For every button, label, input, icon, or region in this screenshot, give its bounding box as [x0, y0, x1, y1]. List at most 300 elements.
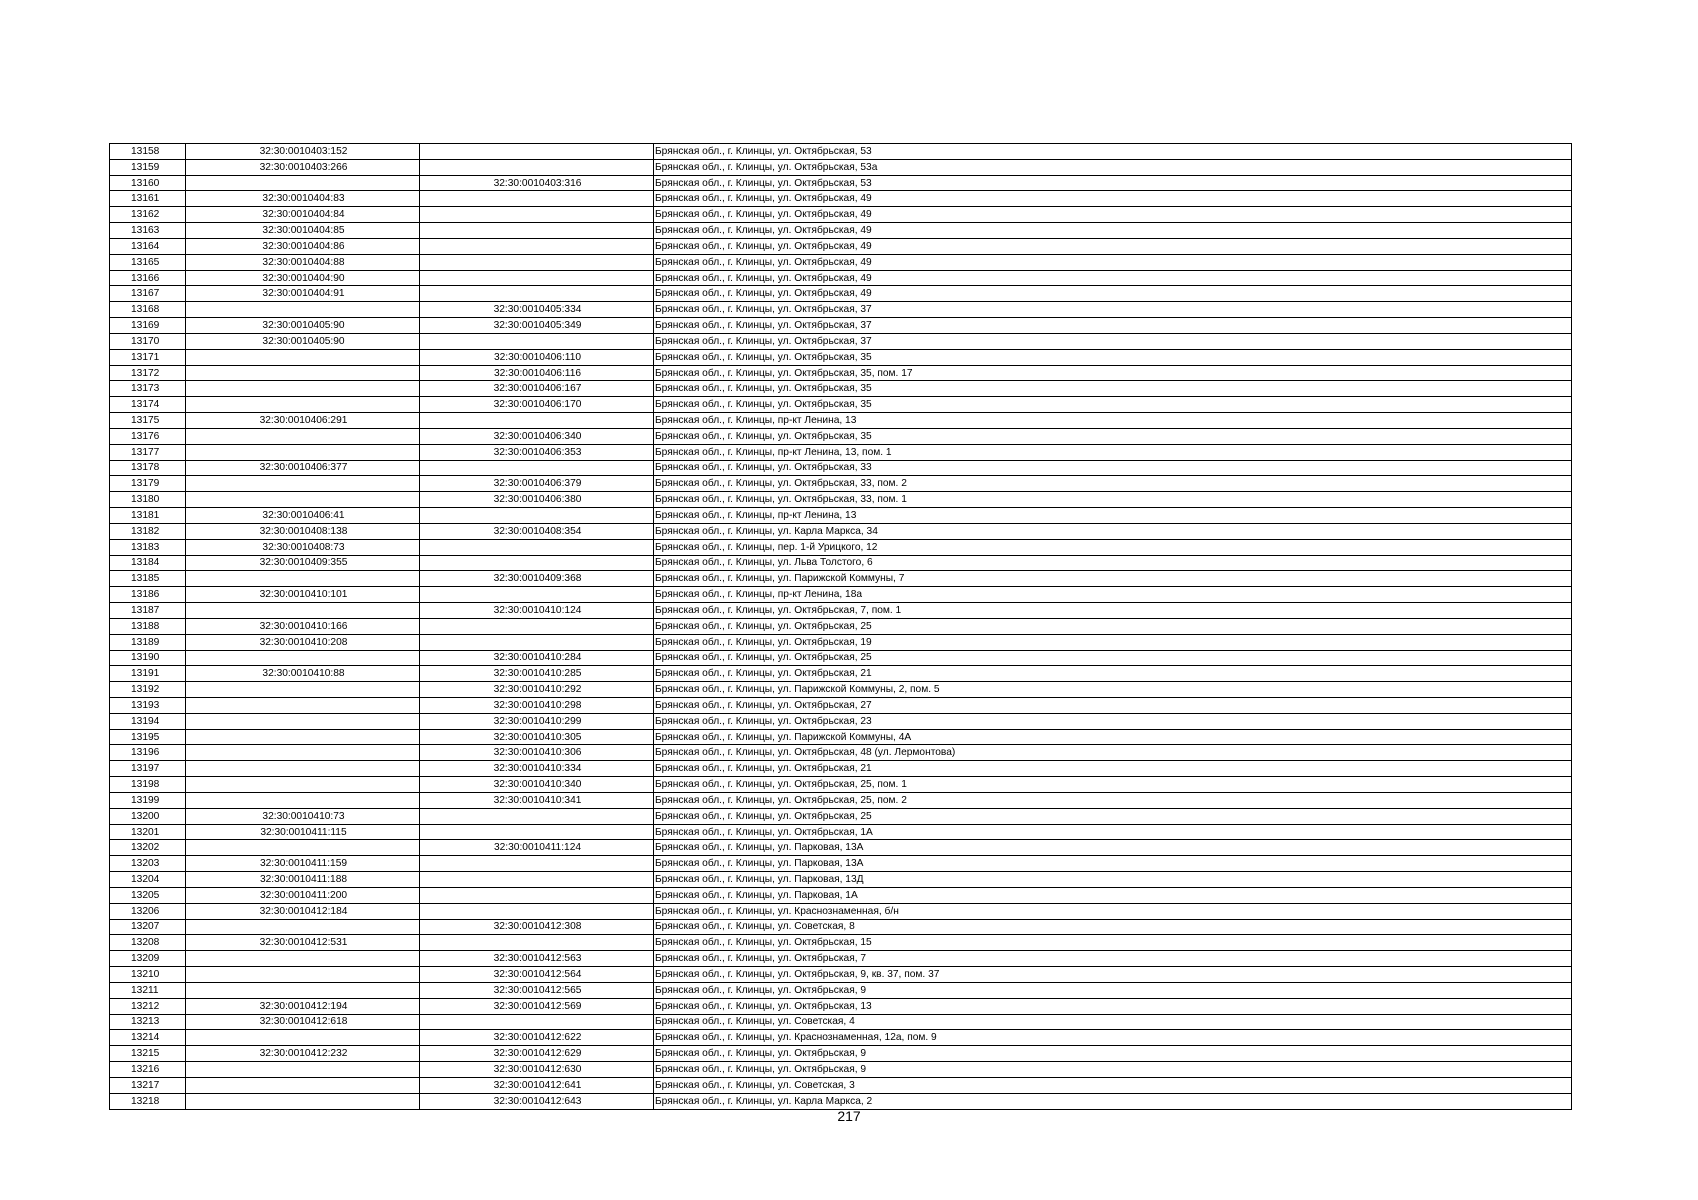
address-cell: Брянская обл., г. Клинцы, ул. Советская, 3 — [654, 1077, 1572, 1093]
row-number-cell: 13214 — [110, 1030, 186, 1046]
table-row — [110, 476, 1572, 492]
cadastral-number-b-cell: 32:30:0010412:643 — [420, 1093, 654, 1109]
cadastral-number-a-cell — [186, 967, 420, 983]
cadastral-number-a-cell: 32:30:0010406:377 — [186, 460, 420, 476]
cadastral-number-a-cell: 32:30:0010412:232 — [186, 1046, 420, 1062]
cadastral-number-a-cell — [186, 1030, 420, 1046]
cadastral-number-a-cell: 32:30:0010412:618 — [186, 1014, 420, 1030]
row-number-cell: 13161 — [110, 191, 186, 207]
table-row — [110, 919, 1572, 935]
cadastral-number-b-cell: 32:30:0010406:110 — [420, 349, 654, 365]
row-number-cell: 13174 — [110, 397, 186, 413]
cadastral-number-b-cell — [420, 223, 654, 239]
cadastral-number-b-cell — [420, 254, 654, 270]
address-cell: Брянская обл., г. Клинцы, ул. Октябрьская, 21 — [654, 666, 1572, 682]
row-number-cell: 13170 — [110, 333, 186, 349]
table-row — [110, 397, 1572, 413]
address-cell: Брянская обл., г. Клинцы, ул. Октябрьская, 9 — [654, 1062, 1572, 1078]
row-number-cell: 13183 — [110, 539, 186, 555]
table-row — [110, 729, 1572, 745]
cadastral-number-a-cell — [186, 444, 420, 460]
address-cell: Брянская обл., г. Клинцы, пр-кт Ленина, 13, пом. 1 — [654, 444, 1572, 460]
table-row — [110, 492, 1572, 508]
address-cell: Брянская обл., г. Клинцы, ул. Октябрьская, 48 (ул. Лермонтова) — [654, 745, 1572, 761]
cadastral-number-a-cell — [186, 697, 420, 713]
cadastral-number-b-cell: 32:30:0010405:349 — [420, 318, 654, 334]
address-cell: Брянская обл., г. Клинцы, ул. Октябрьская, 19 — [654, 634, 1572, 650]
row-number-cell: 13176 — [110, 428, 186, 444]
table-row — [110, 1046, 1572, 1062]
table-row — [110, 349, 1572, 365]
cadastral-number-b-cell — [420, 824, 654, 840]
table-row — [110, 618, 1572, 634]
cadastral-number-a-cell — [186, 365, 420, 381]
address-cell: Брянская обл., г. Клинцы, ул. Октябрьская, 27 — [654, 697, 1572, 713]
row-number-cell: 13199 — [110, 792, 186, 808]
address-cell: Брянская обл., г. Клинцы, ул. Карла Маркса, 2 — [654, 1093, 1572, 1109]
address-cell: Брянская обл., г. Клинцы, ул. Октябрьская, 49 — [654, 223, 1572, 239]
cadastral-number-b-cell: 32:30:0010411:124 — [420, 840, 654, 856]
table-row — [110, 539, 1572, 555]
cadastral-number-b-cell — [420, 587, 654, 603]
cadastral-number-a-cell: 32:30:0010403:266 — [186, 159, 420, 175]
row-number-cell: 13212 — [110, 998, 186, 1014]
cadastral-number-b-cell: 32:30:0010410:284 — [420, 650, 654, 666]
cadastral-number-a-cell: 32:30:0010412:184 — [186, 903, 420, 919]
cadastral-number-b-cell: 32:30:0010410:299 — [420, 713, 654, 729]
table-row — [110, 682, 1572, 698]
table-row — [110, 777, 1572, 793]
address-cell: Брянская обл., г. Клинцы, ул. Октябрьская, 35 — [654, 397, 1572, 413]
cadastral-number-b-cell — [420, 207, 654, 223]
row-number-cell: 13202 — [110, 840, 186, 856]
cadastral-number-b-cell — [420, 887, 654, 903]
row-number-cell: 13158 — [110, 144, 186, 160]
table-row — [110, 824, 1572, 840]
cadastral-number-b-cell — [420, 856, 654, 872]
cadastral-number-b-cell — [420, 413, 654, 429]
cadastral-number-b-cell — [420, 159, 654, 175]
table-row — [110, 1062, 1572, 1078]
cadastral-number-b-cell: 32:30:0010410:298 — [420, 697, 654, 713]
row-number-cell: 13182 — [110, 523, 186, 539]
table-row — [110, 872, 1572, 888]
cadastral-number-a-cell: 32:30:0010411:188 — [186, 872, 420, 888]
address-cell: Брянская обл., г. Клинцы, ул. Парижской Коммуны, 2, пом. 5 — [654, 682, 1572, 698]
cadastral-number-b-cell: 32:30:0010410:340 — [420, 777, 654, 793]
cadastral-number-b-cell — [420, 935, 654, 951]
address-cell: Брянская обл., г. Клинцы, ул. Октябрьская, 9 — [654, 1046, 1572, 1062]
cadastral-number-a-cell: 32:30:0010406:291 — [186, 413, 420, 429]
address-cell: Брянская обл., г. Клинцы, ул. Октябрьская, 37 — [654, 318, 1572, 334]
address-cell: Брянская обл., г. Клинцы, пр-кт Ленина, 13 — [654, 508, 1572, 524]
address-cell: Брянская обл., г. Клинцы, пр-кт Ленина, 18а — [654, 587, 1572, 603]
table-row — [110, 508, 1572, 524]
cadastral-number-a-cell: 32:30:0010411:200 — [186, 887, 420, 903]
address-cell: Брянская обл., г. Клинцы, ул. Октябрьская, 13 — [654, 998, 1572, 1014]
cadastral-number-a-cell — [186, 349, 420, 365]
cadastral-number-b-cell — [420, 144, 654, 160]
cadastral-number-b-cell — [420, 618, 654, 634]
cadastral-number-b-cell: 32:30:0010410:305 — [420, 729, 654, 745]
table-row — [110, 1093, 1572, 1109]
table-row — [110, 523, 1572, 539]
row-number-cell: 13177 — [110, 444, 186, 460]
cadastral-number-a-cell: 32:30:0010404:85 — [186, 223, 420, 239]
cadastral-number-b-cell: 32:30:0010406:167 — [420, 381, 654, 397]
cadastral-number-a-cell — [186, 603, 420, 619]
row-number-cell: 13175 — [110, 413, 186, 429]
address-cell: Брянская обл., г. Клинцы, ул. Октябрьская, 7, пом. 1 — [654, 603, 1572, 619]
row-number-cell: 13196 — [110, 745, 186, 761]
address-cell: Брянская обл., г. Клинцы, ул. Октябрьская, 25 — [654, 618, 1572, 634]
table-row — [110, 998, 1572, 1014]
address-cell: Брянская обл., г. Клинцы, ул. Октябрьская, 9, кв. 37, пом. 37 — [654, 967, 1572, 983]
table-row — [110, 175, 1572, 191]
row-number-cell: 13185 — [110, 571, 186, 587]
address-cell: Брянская обл., г. Клинцы, ул. Октябрьская, 35 — [654, 381, 1572, 397]
cadastral-number-b-cell: 32:30:0010412:564 — [420, 967, 654, 983]
cadastral-number-a-cell: 32:30:0010404:88 — [186, 254, 420, 270]
cadastral-number-a-cell: 32:30:0010406:41 — [186, 508, 420, 524]
cadastral-number-b-cell: 32:30:0010406:353 — [420, 444, 654, 460]
address-cell: Брянская обл., г. Клинцы, ул. Октябрьская, 49 — [654, 191, 1572, 207]
table-row — [110, 1030, 1572, 1046]
cadastral-number-a-cell — [186, 1093, 420, 1109]
cadastral-number-a-cell: 32:30:0010410:166 — [186, 618, 420, 634]
cadastral-number-a-cell — [186, 777, 420, 793]
row-number-cell: 13197 — [110, 761, 186, 777]
table-row — [110, 745, 1572, 761]
row-number-cell: 13168 — [110, 302, 186, 318]
table-row — [110, 967, 1572, 983]
row-number-cell: 13195 — [110, 729, 186, 745]
row-number-cell: 13205 — [110, 887, 186, 903]
row-number-cell: 13207 — [110, 919, 186, 935]
cadastral-number-a-cell — [186, 302, 420, 318]
cadastral-number-a-cell: 32:30:0010412:531 — [186, 935, 420, 951]
cadastral-number-a-cell: 32:30:0010411:159 — [186, 856, 420, 872]
cadastral-number-b-cell — [420, 872, 654, 888]
table-row — [110, 207, 1572, 223]
address-cell: Брянская обл., г. Клинцы, ул. Краснознаменная, б/н — [654, 903, 1572, 919]
cadastral-number-b-cell — [420, 286, 654, 302]
table-row — [110, 808, 1572, 824]
cadastral-number-b-cell — [420, 270, 654, 286]
cadastral-number-a-cell — [186, 761, 420, 777]
table-row — [110, 903, 1572, 919]
cadastral-number-b-cell: 32:30:0010403:316 — [420, 175, 654, 191]
table-row — [110, 223, 1572, 239]
row-number-cell: 13173 — [110, 381, 186, 397]
table-row — [110, 697, 1572, 713]
cadastral-number-a-cell — [186, 492, 420, 508]
row-number-cell: 13162 — [110, 207, 186, 223]
row-number-cell: 13198 — [110, 777, 186, 793]
table-row — [110, 571, 1572, 587]
cadastral-number-a-cell: 32:30:0010409:355 — [186, 555, 420, 571]
address-cell: Брянская обл., г. Клинцы, ул. Советская, 4 — [654, 1014, 1572, 1030]
address-cell: Брянская обл., г. Клинцы, ул. Парижской Коммуны, 4А — [654, 729, 1572, 745]
cadastral-number-b-cell: 32:30:0010410:124 — [420, 603, 654, 619]
address-cell: Брянская обл., г. Клинцы, ул. Октябрьская, 9 — [654, 982, 1572, 998]
row-number-cell: 13172 — [110, 365, 186, 381]
cadastral-number-b-cell: 32:30:0010410:341 — [420, 792, 654, 808]
cadastral-number-a-cell — [186, 792, 420, 808]
table-row — [110, 555, 1572, 571]
table-row — [110, 286, 1572, 302]
table-row — [110, 444, 1572, 460]
address-cell: Брянская обл., г. Клинцы, ул. Октябрьская, 15 — [654, 935, 1572, 951]
table-row — [110, 144, 1572, 160]
table-row — [110, 1014, 1572, 1030]
row-number-cell: 13163 — [110, 223, 186, 239]
row-number-cell: 13204 — [110, 872, 186, 888]
row-number-cell: 13208 — [110, 935, 186, 951]
row-number-cell: 13203 — [110, 856, 186, 872]
cadastral-number-b-cell — [420, 634, 654, 650]
row-number-cell: 13217 — [110, 1077, 186, 1093]
row-number-cell: 13188 — [110, 618, 186, 634]
cadastral-number-b-cell: 32:30:0010412:629 — [420, 1046, 654, 1062]
row-number-cell: 13189 — [110, 634, 186, 650]
row-number-cell: 13166 — [110, 270, 186, 286]
table-row — [110, 856, 1572, 872]
table-row — [110, 713, 1572, 729]
cadastral-number-b-cell: 32:30:0010410:334 — [420, 761, 654, 777]
row-number-cell: 13210 — [110, 967, 186, 983]
cadastral-number-b-cell — [420, 460, 654, 476]
cadastral-number-a-cell: 32:30:0010405:90 — [186, 333, 420, 349]
table-row — [110, 587, 1572, 603]
address-cell: Брянская обл., г. Клинцы, ул. Октябрьская, 25, пом. 2 — [654, 792, 1572, 808]
row-number-cell: 13190 — [110, 650, 186, 666]
row-number-cell: 13179 — [110, 476, 186, 492]
row-number-cell: 13215 — [110, 1046, 186, 1062]
address-cell: Брянская обл., г. Клинцы, ул. Октябрьская, 53 — [654, 175, 1572, 191]
cadastral-number-a-cell — [186, 397, 420, 413]
row-number-cell: 13206 — [110, 903, 186, 919]
address-cell: Брянская обл., г. Клинцы, ул. Октябрьская, 33 — [654, 460, 1572, 476]
address-cell: Брянская обл., г. Клинцы, ул. Карла Маркса, 34 — [654, 523, 1572, 539]
cadastral-number-a-cell: 32:30:0010410:73 — [186, 808, 420, 824]
row-number-cell: 13169 — [110, 318, 186, 334]
table-row — [110, 1077, 1572, 1093]
address-cell: Брянская обл., г. Клинцы, ул. Октябрьская, 53а — [654, 159, 1572, 175]
table-row — [110, 413, 1572, 429]
row-number-cell: 13211 — [110, 982, 186, 998]
table-row — [110, 460, 1572, 476]
table-row — [110, 381, 1572, 397]
row-number-cell: 13218 — [110, 1093, 186, 1109]
cadastral-number-b-cell: 32:30:0010405:334 — [420, 302, 654, 318]
address-cell: Брянская обл., г. Клинцы, ул. Парковая, 13А — [654, 856, 1572, 872]
page-number: 217 — [837, 1108, 861, 1124]
row-number-cell: 13209 — [110, 951, 186, 967]
address-cell: Брянская обл., г. Клинцы, ул. Октябрьская, 1А — [654, 824, 1572, 840]
address-cell: Брянская обл., г. Клинцы, ул. Октябрьская, 35, пом. 17 — [654, 365, 1572, 381]
table-row — [110, 951, 1572, 967]
cadastral-number-a-cell — [186, 745, 420, 761]
address-cell: Брянская обл., г. Клинцы, ул. Октябрьская, 7 — [654, 951, 1572, 967]
table-row — [110, 634, 1572, 650]
cadastral-number-b-cell: 32:30:0010408:354 — [420, 523, 654, 539]
cadastral-number-a-cell — [186, 381, 420, 397]
row-number-cell: 13187 — [110, 603, 186, 619]
row-number-cell: 13184 — [110, 555, 186, 571]
cadastral-number-a-cell — [186, 682, 420, 698]
cadastral-number-b-cell: 32:30:0010412:565 — [420, 982, 654, 998]
cadastral-number-a-cell — [186, 713, 420, 729]
table-row — [110, 365, 1572, 381]
cadastral-number-a-cell — [186, 175, 420, 191]
address-cell: Брянская обл., г. Клинцы, ул. Парижской Коммуны, 7 — [654, 571, 1572, 587]
cadastral-number-b-cell — [420, 555, 654, 571]
row-number-cell: 13194 — [110, 713, 186, 729]
cadastral-number-a-cell: 32:30:0010404:90 — [186, 270, 420, 286]
table-row — [110, 270, 1572, 286]
cadastral-number-a-cell — [186, 571, 420, 587]
address-cell: Брянская обл., г. Клинцы, пр-кт Ленина, 13 — [654, 413, 1572, 429]
cadastral-number-b-cell — [420, 191, 654, 207]
row-number-cell: 13160 — [110, 175, 186, 191]
address-cell: Брянская обл., г. Клинцы, ул. Октябрьская, 49 — [654, 207, 1572, 223]
cadastral-number-a-cell: 32:30:0010404:83 — [186, 191, 420, 207]
cadastral-number-a-cell — [186, 919, 420, 935]
cadastral-number-a-cell: 32:30:0010404:84 — [186, 207, 420, 223]
address-cell: Брянская обл., г. Клинцы, ул. Октябрьская, 37 — [654, 333, 1572, 349]
row-number-cell: 13191 — [110, 666, 186, 682]
address-cell: Брянская обл., г. Клинцы, ул. Парковая, 1А — [654, 887, 1572, 903]
cadastral-number-a-cell: 32:30:0010403:152 — [186, 144, 420, 160]
address-cell: Брянская обл., г. Клинцы, ул. Октябрьская, 35 — [654, 428, 1572, 444]
cadastral-number-b-cell: 32:30:0010412:563 — [420, 951, 654, 967]
table-row — [110, 159, 1572, 175]
address-cell: Брянская обл., г. Клинцы, ул. Октябрьская, 25, пом. 1 — [654, 777, 1572, 793]
row-number-cell: 13181 — [110, 508, 186, 524]
address-cell: Брянская обл., г. Клинцы, ул. Октябрьская, 49 — [654, 254, 1572, 270]
address-cell: Брянская обл., г. Клинцы, ул. Октябрьская, 53 — [654, 144, 1572, 160]
table-row — [110, 254, 1572, 270]
table-row — [110, 982, 1572, 998]
cadastral-number-b-cell: 32:30:0010412:622 — [420, 1030, 654, 1046]
table-row — [110, 666, 1572, 682]
table-row — [110, 887, 1572, 903]
row-number-cell: 13178 — [110, 460, 186, 476]
cadastral-number-a-cell: 32:30:0010408:138 — [186, 523, 420, 539]
row-number-cell: 13193 — [110, 697, 186, 713]
cadastral-number-b-cell: 32:30:0010412:308 — [420, 919, 654, 935]
address-cell: Брянская обл., г. Клинцы, ул. Парковая, 13Д — [654, 872, 1572, 888]
row-number-cell: 13180 — [110, 492, 186, 508]
cadastral-number-b-cell: 32:30:0010409:368 — [420, 571, 654, 587]
cadastral-number-b-cell — [420, 238, 654, 254]
row-number-cell: 13164 — [110, 238, 186, 254]
address-cell: Брянская обл., г. Клинцы, пер. 1-й Урицкого, 12 — [654, 539, 1572, 555]
table-row — [110, 761, 1572, 777]
row-number-cell: 13201 — [110, 824, 186, 840]
table-row — [110, 333, 1572, 349]
address-cell: Брянская обл., г. Клинцы, ул. Октябрьская, 25 — [654, 650, 1572, 666]
table-row — [110, 302, 1572, 318]
address-cell: Брянская обл., г. Клинцы, ул. Краснознаменная, 12а, пом. 9 — [654, 1030, 1572, 1046]
table-row — [110, 428, 1572, 444]
address-cell: Брянская обл., г. Клинцы, ул. Октябрьская, 49 — [654, 286, 1572, 302]
cadastral-number-a-cell: 32:30:0010412:194 — [186, 998, 420, 1014]
table-row — [110, 238, 1572, 254]
address-cell: Брянская обл., г. Клинцы, ул. Октябрьская, 33, пом. 2 — [654, 476, 1572, 492]
address-cell: Брянская обл., г. Клинцы, ул. Советская, 8 — [654, 919, 1572, 935]
cadastral-number-b-cell: 32:30:0010406:380 — [420, 492, 654, 508]
cadastral-number-a-cell — [186, 1077, 420, 1093]
address-cell: Брянская обл., г. Клинцы, ул. Парковая, 13А — [654, 840, 1572, 856]
table-row — [110, 840, 1572, 856]
table-row — [110, 650, 1572, 666]
cadastral-number-a-cell: 32:30:0010404:86 — [186, 238, 420, 254]
table-row — [110, 191, 1572, 207]
cadastral-number-a-cell — [186, 982, 420, 998]
cadastral-number-b-cell: 32:30:0010412:569 — [420, 998, 654, 1014]
cadastral-number-b-cell: 32:30:0010406:340 — [420, 428, 654, 444]
cadastral-number-b-cell: 32:30:0010406:379 — [420, 476, 654, 492]
cadastral-number-b-cell: 32:30:0010406:116 — [420, 365, 654, 381]
cadastral-number-a-cell — [186, 428, 420, 444]
row-number-cell: 13216 — [110, 1062, 186, 1078]
address-cell: Брянская обл., г. Клинцы, ул. Октябрьская, 23 — [654, 713, 1572, 729]
cadastral-number-b-cell: 32:30:0010410:292 — [420, 682, 654, 698]
address-cell: Брянская обл., г. Клинцы, ул. Октябрьская, 25 — [654, 808, 1572, 824]
cadastral-number-a-cell — [186, 1062, 420, 1078]
row-number-cell: 13200 — [110, 808, 186, 824]
cadastral-number-b-cell — [420, 903, 654, 919]
row-number-cell: 13159 — [110, 159, 186, 175]
cadastral-number-b-cell — [420, 808, 654, 824]
registry-table — [109, 143, 1572, 1110]
cadastral-number-b-cell — [420, 1014, 654, 1030]
address-cell: Брянская обл., г. Клинцы, ул. Октябрьская, 21 — [654, 761, 1572, 777]
cadastral-number-a-cell — [186, 729, 420, 745]
cadastral-number-a-cell: 32:30:0010408:73 — [186, 539, 420, 555]
table-row — [110, 318, 1572, 334]
row-number-cell: 13186 — [110, 587, 186, 603]
cadastral-number-b-cell — [420, 539, 654, 555]
cadastral-number-b-cell: 32:30:0010412:630 — [420, 1062, 654, 1078]
cadastral-number-b-cell: 32:30:0010406:170 — [420, 397, 654, 413]
registry-table-body — [110, 144, 1572, 1110]
row-number-cell: 13167 — [110, 286, 186, 302]
cadastral-number-b-cell: 32:30:0010410:285 — [420, 666, 654, 682]
table-row — [110, 603, 1572, 619]
cadastral-number-a-cell: 32:30:0010404:91 — [186, 286, 420, 302]
cadastral-number-a-cell: 32:30:0010410:88 — [186, 666, 420, 682]
address-cell: Брянская обл., г. Клинцы, ул. Октябрьская, 49 — [654, 238, 1572, 254]
cadastral-number-a-cell — [186, 476, 420, 492]
address-cell: Брянская обл., г. Клинцы, ул. Льва Толстого, 6 — [654, 555, 1572, 571]
cadastral-number-b-cell: 32:30:0010412:641 — [420, 1077, 654, 1093]
cadastral-number-a-cell: 32:30:0010410:101 — [186, 587, 420, 603]
cadastral-number-a-cell — [186, 840, 420, 856]
table-row — [110, 935, 1572, 951]
address-cell: Брянская обл., г. Клинцы, ул. Октябрьская, 37 — [654, 302, 1572, 318]
row-number-cell: 13213 — [110, 1014, 186, 1030]
address-cell: Брянская обл., г. Клинцы, ул. Октябрьская, 33, пом. 1 — [654, 492, 1572, 508]
address-cell: Брянская обл., г. Клинцы, ул. Октябрьская, 35 — [654, 349, 1572, 365]
cadastral-number-b-cell: 32:30:0010410:306 — [420, 745, 654, 761]
cadastral-number-b-cell — [420, 508, 654, 524]
address-cell: Брянская обл., г. Клинцы, ул. Октябрьская, 49 — [654, 270, 1572, 286]
cadastral-number-a-cell: 32:30:0010411:115 — [186, 824, 420, 840]
cadastral-number-a-cell: 32:30:0010410:208 — [186, 634, 420, 650]
